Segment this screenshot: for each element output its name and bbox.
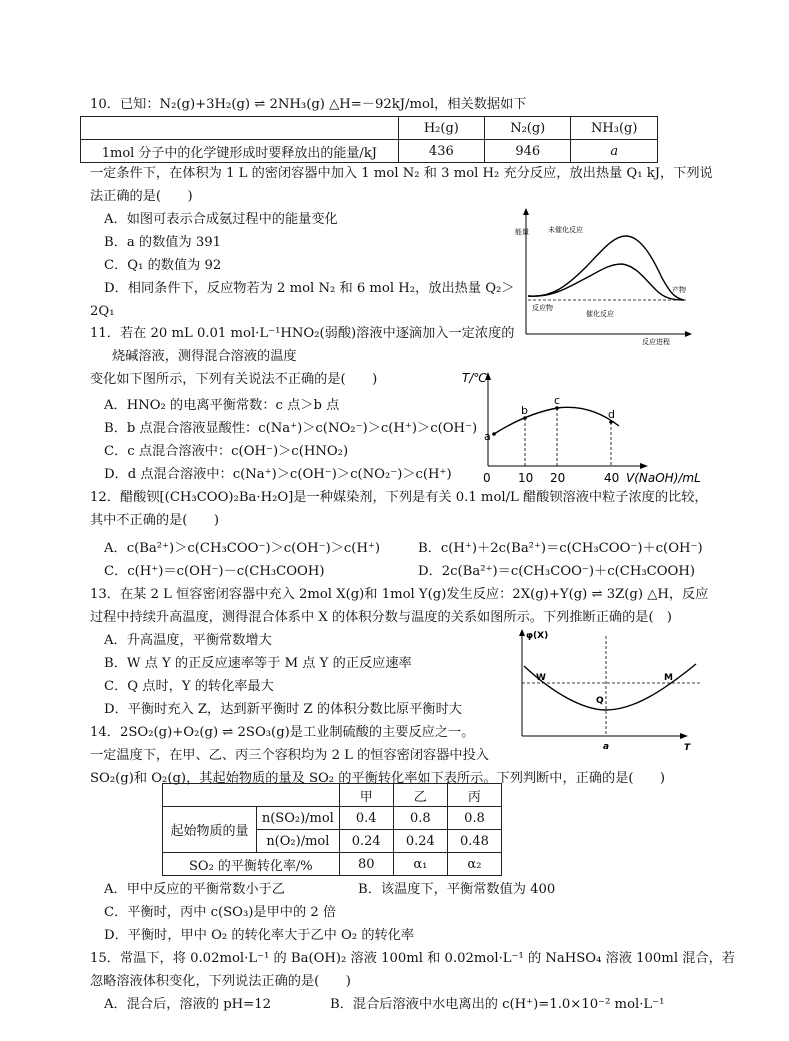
q10-option-a: A．如图可表示合成氨过程中的能量变化 (104, 212, 338, 227)
phi-ylabel: φ(X) (526, 631, 549, 641)
q14-r3-yi: α₁ (393, 853, 447, 876)
q12-stem2: 其中不正确的是( ) (90, 513, 219, 528)
q10-h-n2: N₂(g) (485, 117, 571, 140)
q13-option-d: D．平衡时充入 Z，达到新平衡时 Z 的体积分数比原平衡时大 (104, 702, 462, 717)
energy-ylabel: 能量 (515, 228, 529, 236)
phi-point-m: M (664, 673, 673, 683)
q11-option-d: D．d 点混合溶液中：c(Na⁺)＞c(OH⁻)＞c(NO₂⁻)＞c(H⁺) (104, 467, 452, 482)
phi-x-graph (514, 626, 700, 752)
q14-r1-bing: 0.8 (447, 807, 501, 830)
q15-option-b: B．混合后溶液中水电离出的 c(H⁺)=1.0×10⁻² mol·L⁻¹ (330, 997, 665, 1012)
phi-point-q: Q (596, 696, 604, 706)
q15-stem1: 15．常温下，将 0.02mol·L⁻¹ 的 Ba(OH)₂ 溶液 100ml 和 0.02mol·L⁻¹ 的 NaHSO₄ 溶液 100ml 混合，若 (90, 951, 735, 966)
q10-stem: 10．已知：N₂(g)+3H₂(g) ⇌ 2NH₃(g) △H=－92kJ/mol，相关数据如下 (90, 97, 527, 112)
q14-r2-bing: 0.48 (447, 830, 501, 853)
q15-option-a: A．混合后，溶液的 pH=12 (104, 997, 271, 1012)
q12-option-d: D．2c(Ba²⁺)＝c(CH₃COO⁻)＋c(CH₃COOH) (418, 564, 695, 579)
q14-group-label: 起始物质的量 (163, 807, 257, 853)
q12-option-c: C．c(H⁺)＝c(OH⁻)－c(CH₃COOH) (104, 564, 325, 579)
q14-option-d: D．平衡时，甲中 O₂ 的转化率大于乙中 O₂ 的转化率 (104, 928, 415, 943)
q13-stem2: 过程中持续升高温度，测得混合体系中 X 的体积分数与温度的关系如图所示。下列推断正确的是( ) (90, 610, 672, 625)
temp-tick-20: 20 (550, 471, 566, 485)
q11-stem1: 11．若在 20 mL 0.01 mol·L⁻¹HNO₂(弱酸)溶液中逐滴加入一定浓度的 (90, 326, 515, 341)
q14-r1-label: n(SO₂)/mol (257, 807, 340, 830)
q14-r1-yi: 0.8 (393, 807, 447, 830)
temp-point-a: a (484, 430, 491, 443)
q10-option-b: B．a 的数值为 391 (104, 235, 222, 250)
temp-ylabel: T/℃ (462, 371, 487, 385)
phi-point-w: W (536, 673, 546, 683)
q14-r2-yi: 0.24 (393, 830, 447, 853)
q14-r3-label: SO₂ 的平衡转化率/% (163, 853, 340, 876)
temp-point-c: c (554, 394, 561, 407)
q10-option-c: C．Q₁ 的数值为 92 (104, 258, 222, 273)
energy-uncat-label: 未催化反应 (548, 226, 583, 234)
energy-diagram (512, 206, 702, 346)
q11-option-c: C．c 点混合溶液中：c(OH⁻)＞c(HNO₂) (104, 444, 349, 459)
q14-r3-bing: α₂ (447, 853, 501, 876)
q14-r2-label: n(O₂)/mol (257, 830, 340, 853)
q14-option-a: A．甲中反应的平衡常数小于乙 (104, 882, 285, 897)
q11-option-a: A．HNO₂ 的电离平衡常数：c 点＞b 点 (104, 398, 340, 413)
q14-table (162, 783, 502, 876)
q10-table (80, 116, 658, 163)
energy-reactant-label: 反应物 (532, 304, 553, 312)
temperature-graph (456, 368, 714, 486)
q15-stem2: 忽略溶液体积变化，下列说法正确的是( ) (90, 974, 351, 989)
q11-stem3: 变化如下图所示，下列有关说法不正确的是( ) (90, 372, 378, 387)
q10-v-nh3: a (571, 140, 658, 163)
temp-tick-40: 40 (604, 471, 620, 485)
q14-h-yi: 乙 (393, 784, 447, 807)
q11-stem2: 烧碱溶液，测得混合溶液的温度 (112, 349, 297, 364)
q10-option-d: D．相同条件下，反应物若为 2 mol N₂ 和 6 mol H₂，放出热量 Q₂＞ (104, 281, 515, 296)
temp-tick-10: 10 (518, 471, 534, 485)
phi-tick-a: a (603, 742, 610, 752)
q14-h-bing: 丙 (447, 784, 501, 807)
q14-stem2: 一定温度下，在甲、乙、丙三个容积均为 2 L 的恒容密闭容器中投入 (90, 748, 489, 763)
temp-point-d: d (608, 408, 615, 421)
q14-option-b: B．该温度下，平衡常数值为 400 (358, 882, 556, 897)
q14-r1-jia: 0.4 (339, 807, 393, 830)
energy-xlabel: 反应进程 (642, 338, 670, 346)
q14-r3-jia: 80 (339, 853, 393, 876)
q14-r2-jia: 0.24 (339, 830, 393, 853)
energy-product-label: 产物 (672, 286, 686, 294)
q12-option-b: B．c(H⁺)＋2c(Ba²⁺)＝c(CH₃COO⁻)＋c(OH⁻) (418, 541, 703, 556)
q10-v-h2: 436 (398, 140, 484, 163)
q12-option-a: A．c(Ba²⁺)＞c(CH₃COO⁻)＞c(OH⁻)＞c(H⁺) (104, 541, 381, 556)
q13-option-a: A．升高温度，平衡常数增大 (104, 633, 272, 648)
temp-xlabel: V(NaOH)/mL (626, 471, 701, 485)
q14-stem1: 14．2SO₂(g)+O₂(g) ⇌ 2SO₃(g)是工业制硫酸的主要反应之一。 (90, 725, 475, 740)
temp-point-b: b (521, 404, 528, 417)
q10-option-d-cont: 2Q₁ (90, 304, 115, 319)
q14-option-c: C．平衡时，丙中 c(SO₃)是甲中的 2 倍 (104, 905, 337, 920)
q10-text1: 一定条件下，在体积为 1 L 的密闭容器中加入 1 mol N₂ 和 3 mol H₂ 充分反应，放出热量 Q₁ kJ，下列说 (90, 166, 713, 181)
q13-stem1: 13．在某 2 L 恒容密闭容器中充入 2mol X(g)和 1mol Y(g)发生反应：2X(g)+Y(g) ⇌ 3Z(g) △H，反应 (90, 587, 709, 602)
q10-row-label: 1mol 分子中的化学键形成时要释放出的能量/kJ (81, 140, 399, 163)
q10-text2: 法正确的是( ) (90, 189, 193, 204)
q13-option-c: C．Q 点时，Y 的转化率最大 (104, 679, 274, 694)
q12-stem1: 12．醋酸钡[(CH₃COO)₂Ba·H₂O]是一种媒染剂，下列是有关 0.1 mol/L 醋酸钡溶液中粒子浓度的比较， (90, 490, 708, 505)
phi-xlabel: T (684, 743, 691, 752)
q10-h-nh3: NH₃(g) (571, 117, 658, 140)
q14-stem3: SO₂(g)和 O₂(g)，其起始物质的量及 SO₂ 的平衡转化率如下表所示。下列判断中，正确的是( ) (90, 771, 666, 786)
energy-cat-label: 催化反应 (586, 310, 614, 318)
q10-v-n2: 946 (485, 140, 571, 163)
q11-option-b: B．b 点混合溶液显酸性：c(Na⁺)＞c(NO₂⁻)＞c(H⁺)＞c(OH⁻) (104, 421, 478, 436)
q10-h-h2: H₂(g) (398, 117, 484, 140)
q14-h-jia: 甲 (339, 784, 393, 807)
q13-option-b: B．W 点 Y 的正反应速率等于 M 点 Y 的正反应速率 (104, 656, 412, 671)
temp-tick-0: 0 (483, 471, 491, 485)
